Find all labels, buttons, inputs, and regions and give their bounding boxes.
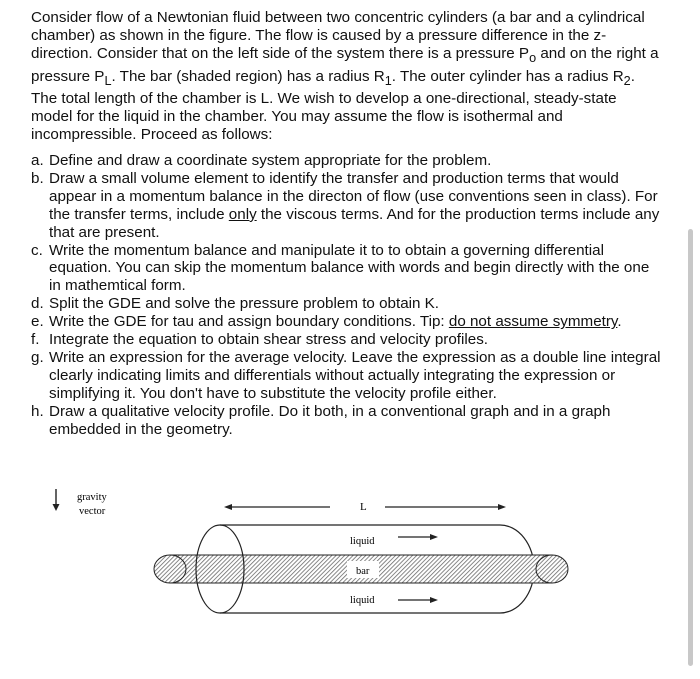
task-item-h: h. Draw a qualitative velocity profile. Do it both, in a conventional graph and in a graph embedded in the geometry. (31, 402, 611, 438)
task-item-c: c. Write the momentum balance and manipulate it to to obtain a governing differential equation. You can skip the momentum balance with words and begin directly with the one in mathemtical form. (31, 241, 650, 295)
vertical-scrollbar[interactable] (688, 229, 693, 666)
gravity-arrow (53, 489, 60, 511)
length-label: L (360, 501, 367, 513)
task-item-f: f. Integrate the equation to obtain shear stress and velocity profiles. (31, 331, 489, 349)
liquid-label-top: liquid (350, 536, 375, 547)
liquid-label-bottom: liquid (350, 595, 375, 606)
underlined-tip: do not assume symmetry (448, 313, 618, 331)
flow-arrow-bottom (398, 597, 438, 603)
flow-arrow-top (398, 534, 438, 540)
gravity-label-2: vector (79, 506, 106, 517)
bar-label: bar (356, 566, 370, 577)
underlined-only: only (228, 205, 257, 223)
task-item-d: d. Split the GDE and solve the pressure problem to obtain K. (31, 295, 440, 313)
task-item-a: a. Define and draw a coordinate system appropriate for the problem. (31, 152, 492, 169)
task-item-e: e. Write the GDE for tau and assign boundary conditions. Tip: do not assume symmetry. (31, 313, 622, 331)
gravity-label-1: gravity (77, 492, 107, 503)
problem-intro: Consider flow of a Newtonian fluid between two concentric cylinders (a bar and a cylindrical chamber) as shown in the figure. The flow is caused by a pressure difference in the z-direction. Consider that on the left side of the system there is a pressure $P_o$ and on the right a pressure $P_L$. The bar (shaded region) has a radius $R_1$. The outer cylinder has a radius $R_2$. The total length of the chamber is L. We wish to develop a one-directional, steady-state model for the liquid in the chamber. You may assume the flow is isothermal and incompressible. Proceed as follows: (31, 9, 659, 144)
task-item-g: g. Write an expression for the average velocity. Leave the expression as a double line integral clearly indicating limits and differentials without actually integrating the expression or simplifying it. You don't have to substitute the velocity profile either. (31, 348, 661, 402)
task-item-b: b. Draw a small volume element to identify the transfer and production terms that would appear in a momentum balance in the directon of flow (use conventions seen in class). For the transfer terms, include only the viscous terms. And for the production terms include any that are present. (31, 169, 660, 241)
